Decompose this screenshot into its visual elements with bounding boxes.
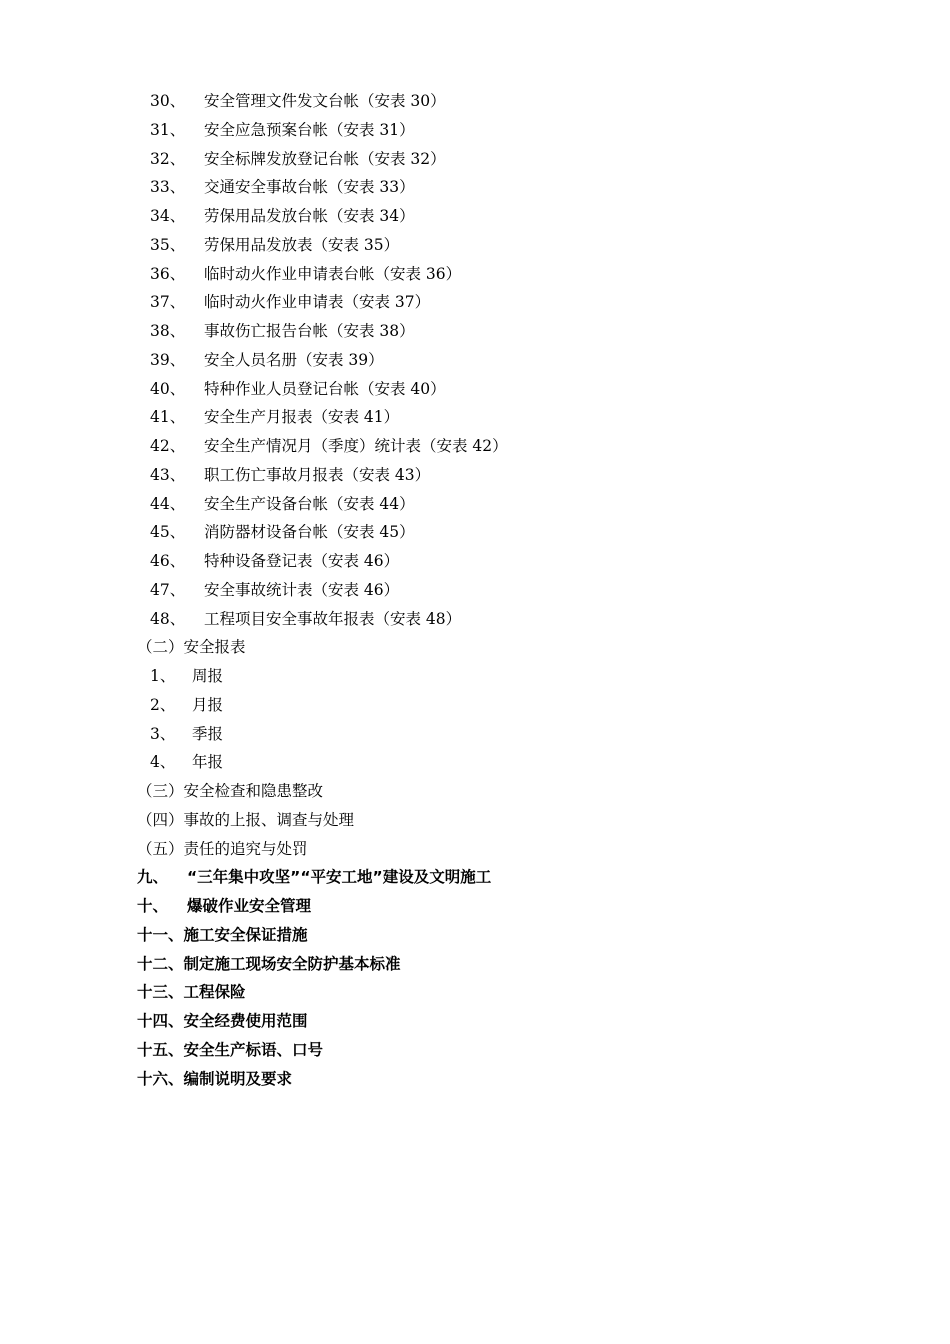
item-number: 35、 (150, 235, 186, 254)
item-number: 48、 (150, 609, 186, 628)
item-text: 安全管理文件发文台帐（安表 30） (204, 92, 446, 110)
list-item (0, 605, 950, 634)
report-item (0, 662, 950, 691)
list-item (0, 260, 950, 289)
item-text: 劳保用品发放表（安表 35） (204, 235, 400, 254)
chapter-heading (0, 921, 950, 950)
item-number: 2、 (150, 695, 176, 714)
item-text: 安全标牌发放登记台帐（安表 32） (204, 149, 446, 168)
list-item (0, 231, 950, 260)
item-text: 事故伤亡报告台帐（安表 38） (204, 322, 415, 340)
chapter-heading (0, 1065, 950, 1094)
item-text: 安全人员名册（安表 39） (204, 350, 384, 369)
item-number: 41、 (150, 408, 186, 427)
chapter-heading (0, 892, 950, 921)
item-text: 交通安全事故台帐（安表 33） (204, 178, 415, 197)
list-item (0, 375, 950, 404)
list-item (0, 317, 950, 346)
item-text: 安全生产情况月（季度）统计表（安表 42） (204, 437, 508, 455)
item-number: 46、 (150, 552, 186, 570)
chapter-title: 十一、施工安全保证措施 (137, 925, 308, 944)
item-text: 安全生产设备台帐（安表 44） (204, 494, 415, 513)
report-item (0, 748, 950, 777)
item-number: 4、 (150, 753, 176, 772)
item-text: 临时动火作业申请表（安表 37） (204, 293, 431, 312)
list-item (0, 116, 950, 145)
item-number: 1、 (150, 667, 176, 685)
item-number: 33、 (150, 178, 186, 197)
chapter-heading (0, 950, 950, 979)
list-item (0, 202, 950, 231)
list-item (0, 547, 950, 576)
item-number: 37、 (150, 293, 186, 312)
chapter-title: 十四、安全经费使用范围 (137, 1012, 308, 1030)
item-text: 特种设备登记表（安表 46） (204, 552, 400, 570)
chapter-heading (0, 1007, 950, 1036)
item-text: 安全应急预案台帐（安表 31） (204, 120, 415, 139)
section-heading (0, 835, 950, 864)
item-number: 44、 (150, 494, 186, 513)
item-number: 3、 (150, 724, 176, 743)
list-item (0, 576, 950, 605)
list-item (0, 173, 950, 202)
item-text: 安全事故统计表（安表 46） (204, 580, 400, 599)
item-text: 安全生产月报表（安表 41） (204, 408, 400, 427)
item-text: 周报 (192, 667, 224, 685)
chapter-title: 十五、安全生产标语、口号 (137, 1040, 324, 1059)
chapter-number: 十、 (137, 897, 169, 915)
item-text: 季报 (192, 724, 224, 743)
chapter-heading (0, 1036, 950, 1065)
list-item (0, 490, 950, 519)
item-number: 34、 (150, 207, 186, 225)
list-item (0, 288, 950, 317)
chapter-title: 十六、编制说明及要求 (137, 1069, 293, 1088)
list-item (0, 518, 950, 547)
section-title: （二）安全报表 (137, 638, 246, 657)
chapter-heading (0, 863, 950, 892)
item-number: 32、 (150, 149, 186, 168)
item-number: 45、 (150, 523, 186, 542)
item-number: 38、 (150, 322, 186, 340)
list-item (0, 403, 950, 432)
list-item (0, 461, 950, 490)
item-text: 临时动火作业申请表台帐（安表 36） (204, 264, 462, 283)
item-text: 劳保用品发放台帐（安表 34） (204, 207, 415, 225)
item-number: 31、 (150, 120, 186, 139)
item-number: 43、 (150, 465, 186, 484)
item-text: 特种作业人员登记台帐（安表 40） (204, 379, 446, 398)
list-item (0, 432, 950, 461)
chapter-heading (0, 978, 950, 1007)
item-text: 年报 (192, 753, 224, 772)
chapter-title: “三年集中攻坚”“平安工地”建设及文明施工 (187, 868, 492, 887)
report-item (0, 720, 950, 749)
table-of-contents (0, 87, 950, 1093)
item-text: 消防器材设备台帐（安表 45） (204, 523, 415, 542)
list-item (0, 87, 950, 116)
item-text: 职工伤亡事故月报表（安表 43） (204, 465, 431, 484)
item-number: 40、 (150, 379, 186, 398)
section-title: （三）安全检查和隐患整改 (137, 782, 324, 800)
item-number: 39、 (150, 350, 186, 369)
chapter-title: 十三、工程保险 (137, 983, 246, 1002)
chapter-number: 九、 (137, 868, 169, 887)
section-title: （五）责任的追究与处罚 (137, 839, 308, 858)
section-heading (0, 777, 950, 806)
item-text: 月报 (192, 695, 224, 714)
item-number: 42、 (150, 437, 186, 455)
list-item (0, 346, 950, 375)
item-number: 47、 (150, 580, 186, 599)
section-title: （四）事故的上报、调查与处理 (137, 810, 355, 829)
section-heading (0, 806, 950, 835)
chapter-title: 十二、制定施工现场安全防护基本标准 (137, 954, 401, 973)
section-heading-reports (0, 633, 950, 662)
item-number: 36、 (150, 264, 186, 283)
report-item (0, 691, 950, 720)
list-item (0, 145, 950, 174)
chapter-title: 爆破作业安全管理 (187, 897, 312, 915)
item-number: 30、 (150, 92, 186, 110)
item-text: 工程项目安全事故年报表（安表 48） (204, 609, 462, 628)
